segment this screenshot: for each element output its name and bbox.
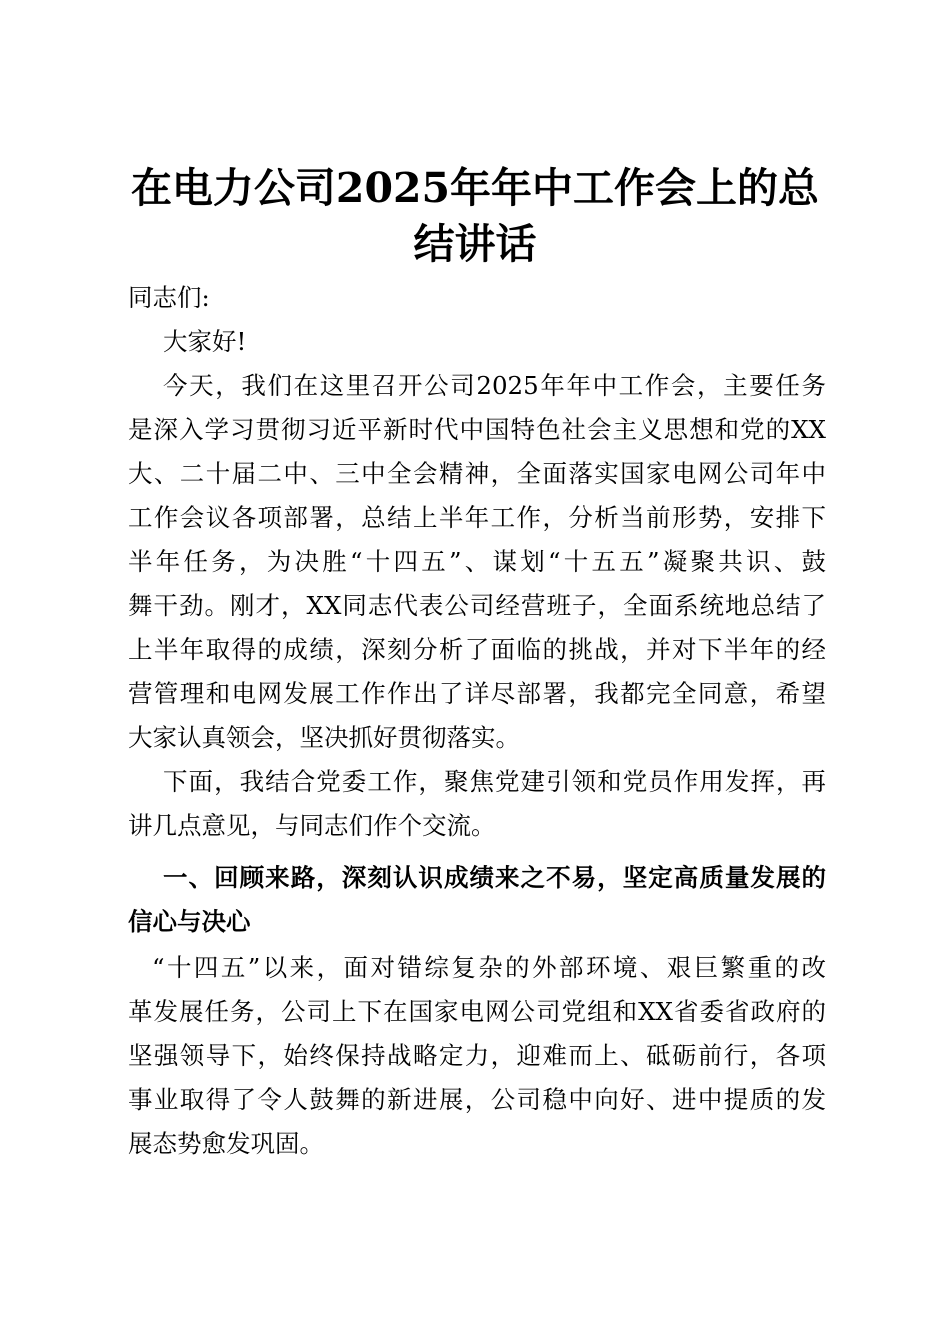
- text-line: 革发展任务，公司上下在国家电网公司党组和XX省委省政府的: [128, 997, 826, 1026]
- title-line: 在电力公司2025年年中工作会上的总: [130, 164, 820, 212]
- text-line: 营管理和电网发展工作作出了详尽部署，我都完全同意，希望: [128, 679, 826, 708]
- text-line: 大家认真领会，坚决抓好贯彻落实。: [128, 723, 520, 752]
- section-heading-1: [128, 856, 826, 944]
- paragraph-1: [128, 364, 826, 760]
- text-line: 展态势愈发巩固。: [128, 1129, 324, 1158]
- text-line: 舞干劲。刚才，XX同志代表公司经营班子，全面系统地总结了: [128, 591, 826, 620]
- text-line: 大、二十届二中、三中全会精神，全面落实国家电网公司年中: [128, 459, 826, 488]
- heading-line: 信心与决心: [128, 907, 251, 936]
- text-line: 是深入学习贯彻习近平新时代中国特色社会主义思想和党的XX: [128, 415, 826, 444]
- text-line: 工作会议各项部署，总结上半年工作，分析当前形势，安排下: [128, 503, 826, 532]
- text-line: 上半年取得的成绩，深刻分析了面临的挑战，并对下半年的经: [128, 635, 826, 664]
- text-line: 讲几点意见，与同志们作个交流。: [128, 811, 496, 840]
- greeting: 大家好!: [163, 327, 247, 356]
- text-line: 今天，我们在这里召开公司2025年年中工作会，主要任务: [163, 371, 826, 400]
- text-line: 下面，我结合党委工作，聚焦党建引领和党员作用发挥，再: [163, 767, 826, 796]
- text-line: 半年任务，为决胜“十四五”、谋划“十五五”凝聚共识、鼓: [128, 547, 826, 576]
- heading-line: 一、回顾来路，深刻认识成绩来之不易，坚定高质量发展的: [163, 863, 826, 892]
- title-line: 结讲话: [413, 220, 537, 268]
- text-line: 事业取得了令人鼓舞的新进展，公司稳中向好、进中提质的发: [128, 1085, 826, 1114]
- salutation: 同志们:: [128, 283, 210, 312]
- document-title: [100, 160, 850, 272]
- paragraph-3: [128, 946, 826, 1166]
- text-line: “十四五”以来，面对错综复杂的外部环境、艰巨繁重的改: [152, 953, 826, 982]
- paragraph-2: [128, 760, 826, 848]
- text-line: 坚强领导下，始终保持战略定力，迎难而上、砥砺前行，各项: [128, 1041, 826, 1070]
- document-body: [128, 276, 826, 1166]
